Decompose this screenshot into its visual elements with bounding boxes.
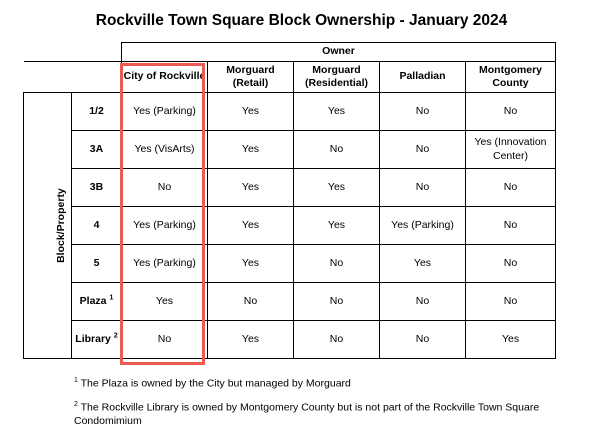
footnote-text: The Plaza is owned by the City but managed by Morguard: [80, 377, 351, 390]
side-label-text: Block/Property: [54, 188, 67, 263]
table-cell: No: [380, 283, 466, 321]
blank-corner: [24, 43, 122, 62]
ownership-table: [23, 42, 556, 359]
table-cell: No: [466, 93, 556, 131]
table-cell: Yes (Parking): [380, 207, 466, 245]
footnotes: [74, 376, 603, 438]
table-row: [24, 321, 556, 359]
table-row: [24, 169, 556, 207]
table-cell: No: [466, 207, 556, 245]
footnote: [74, 400, 603, 429]
table-row: [24, 283, 556, 321]
row-label: 1/2: [89, 104, 104, 117]
footnote-text: The Rockville Library is owned by Montgomery County but is not part of the Rockville Town Square Condomimium: [74, 401, 540, 428]
column-header: City of Rockville: [122, 62, 208, 93]
table-cell: No: [380, 131, 466, 169]
blank-corner: [24, 62, 122, 93]
table-cell: Yes (Innovation Center): [466, 131, 556, 169]
table-cell: No: [208, 283, 294, 321]
table-row: [24, 131, 556, 169]
table-cell: Yes (Parking): [122, 245, 208, 283]
table-cell: No: [380, 169, 466, 207]
table-cell: No: [122, 169, 208, 207]
row-header: [72, 93, 122, 131]
row-label: 3B: [89, 180, 104, 193]
table-cell: No: [294, 131, 380, 169]
footnote-number: 2: [74, 400, 78, 408]
table-cell: No: [294, 321, 380, 359]
table-cell: No: [466, 245, 556, 283]
table-cell: Yes: [380, 245, 466, 283]
table-cell: Yes: [208, 131, 294, 169]
table-cell: Yes: [208, 245, 294, 283]
table-cell: Yes: [294, 93, 380, 131]
table-cell: No: [294, 283, 380, 321]
table-cell: Yes (VisArts): [122, 131, 208, 169]
column-header: Morguard (Residential): [294, 62, 380, 93]
table-row: [24, 245, 556, 283]
block-property-label: [24, 93, 72, 359]
table-cell: No: [122, 321, 208, 359]
page-title: Rockville Town Square Block Ownership - January 2024: [95, 12, 508, 29]
table-cell: Yes: [122, 283, 208, 321]
table-cell: Yes: [208, 207, 294, 245]
row-footnote-ref: 1: [109, 294, 114, 302]
table-cell: Yes: [294, 169, 380, 207]
table-cell: Yes (Parking): [122, 93, 208, 131]
column-header: Montgomery County: [466, 62, 556, 93]
row-label: 4: [93, 218, 100, 231]
table-row: [24, 93, 556, 131]
table-cell: Yes: [294, 207, 380, 245]
table-cell: Yes: [466, 321, 556, 359]
row-header: [72, 283, 122, 321]
table-cell: No: [380, 321, 466, 359]
table-cell: Yes: [208, 169, 294, 207]
row-label: 3A: [89, 142, 104, 155]
row-label: 5: [93, 256, 100, 269]
table-cell: Yes (Parking): [122, 207, 208, 245]
owner-header: Owner: [122, 43, 556, 62]
footnote: [74, 376, 603, 391]
table-cell: No: [294, 245, 380, 283]
table-row: [24, 207, 556, 245]
table-cell: No: [380, 93, 466, 131]
column-header: Palladian: [380, 62, 466, 93]
footnote-number: 1: [74, 377, 78, 384]
table-cell: Yes: [208, 93, 294, 131]
row-header: [72, 207, 122, 245]
table-cell: No: [466, 283, 556, 321]
row-footnote-ref: 2: [113, 332, 118, 340]
row-header: [72, 245, 122, 283]
row-label: Library: [75, 332, 111, 345]
row-header: [72, 169, 122, 207]
table-cell: No: [466, 169, 556, 207]
row-label: Plaza: [79, 294, 107, 307]
row-header: [72, 321, 122, 359]
table-cell: Yes: [208, 321, 294, 359]
column-header: Morguard (Retail): [208, 62, 294, 93]
row-header: [72, 131, 122, 169]
